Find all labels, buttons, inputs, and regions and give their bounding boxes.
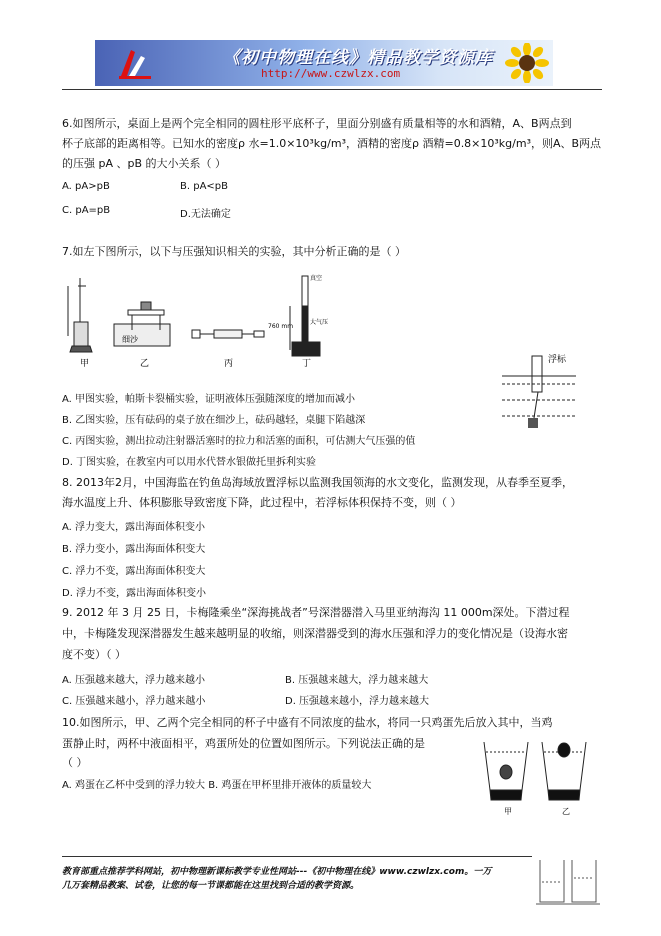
q8-line1: 8. 2013年2月，中国海监在钓鱼岛海域放置浮标以监测我国领海的水文变化，监测发现，从春季至夏季， [62, 476, 573, 489]
q9-line1: 9. 2012 年 3 月 25 日，卡梅隆乘坐“深海挑战者”号深潜器潜入马里亚纳海沟 11 000m深处。下潜过程 [62, 606, 570, 619]
fig-label-jia: 甲 [80, 359, 90, 369]
fig-sand-label: 细沙 [122, 335, 138, 344]
barrel-experiment-icon [68, 278, 92, 352]
fig-vacuum-label: 真空 [310, 275, 323, 282]
q6-line2: 杯子底部的距离相等。已知水的密度ρ 水=1.0×10³kg/m³，酒精的密度ρ 酒精=0.8×10³kg/m³，则A、B两点 [62, 137, 602, 150]
q6-option-a: A. pA>pB [62, 181, 110, 192]
q7-option-c: C. 丙图实验，测出拉动注射器活塞时的拉力和活塞的面积，可估测大气压强的值 [62, 436, 416, 447]
syringe-icon [192, 330, 264, 338]
q7-option-a: A. 甲图实验，帕斯卡裂桶实验，证明液体压强随深度的增加而减小 [62, 394, 356, 405]
torricelli-tube-icon [290, 275, 323, 356]
q9-option-b: B. 压强越来越大，浮力越来越大 [285, 675, 429, 686]
q9-line2: 中，卡梅隆发现深潜器发生越来越明显的收缩，则深潜器受到的海水压强和浮力的变化情况是（设海水密 [62, 627, 568, 640]
footer-beakers-figure [536, 856, 600, 908]
q8-option-a: A. 浮力变大，露出海面体积变小 [62, 522, 206, 533]
egg-cups-figure [478, 738, 598, 818]
footer-line1: 教育部重点推荐学科网站，初中物理新课标教学专业性网站---《初中物理在线》www.czwlzx.com。一万 [62, 867, 492, 877]
header-banner [95, 40, 553, 86]
fig-label-yi: 乙 [140, 359, 150, 369]
site-logo-icon [117, 46, 153, 80]
q8-option-c: C. 浮力不变，露出海面体积变大 [62, 566, 206, 577]
q10-line1: 10.如图所示，甲、乙两个完全相同的杯子中盛有不同浓度的盐水，将同一只鸡蛋先后放入其中，当鸡 [62, 716, 553, 729]
q6-option-d: D.无法确定 [180, 209, 231, 220]
fig-label-bing: 丙 [224, 359, 234, 369]
q10-line2: 蛋静止时，两杯中液面相平，鸡蛋所处的位置如图所示。下列说法正确的是 [62, 737, 425, 750]
q7-option-d: D. 丁图实验，在教室内可以用水代替水银做托里拆利实验 [62, 457, 317, 468]
buoy-label: 浮标 [548, 355, 567, 365]
buoy-figure [498, 350, 578, 438]
footer-line2: 几万套精品教案、试卷，让您的每一节课都能在这里找到合适的教学资源。 [62, 881, 360, 891]
fig-atm-label: 大气压 [310, 319, 329, 326]
q9-option-d: D. 压强越来越小，浮力越来越大 [285, 696, 430, 707]
sunflower-icon [505, 43, 549, 83]
footer-rule [62, 856, 532, 857]
q9-option-c: C. 压强越来越小，浮力越来越小 [62, 696, 206, 707]
banner-title: 《初中物理在线》精品教学资源库 [223, 48, 493, 68]
fig-label-ding: 丁 [302, 359, 312, 369]
q7-experiments-figure [62, 266, 340, 374]
header-rule [62, 89, 602, 90]
q6-option-c: C. pA=pB [62, 205, 111, 216]
q7-stem: 7.如左下图所示，以下与压强知识相关的实验，其中分析正确的是（ ） [62, 245, 406, 258]
q9-line3: 度不变）（ ） [62, 648, 126, 661]
q8-option-d: D. 浮力不变，露出海面体积变小 [62, 588, 207, 599]
cup-label-yi: 乙 [562, 807, 570, 816]
cup-yi-icon [542, 742, 586, 800]
q8-option-b: B. 浮力变小，露出海面体积变大 [62, 544, 206, 555]
q9-option-a: A. 压强越来越大，浮力越来越小 [62, 675, 206, 686]
cup-label-jia: 甲 [504, 807, 512, 816]
q10-line3: （ ） [62, 756, 88, 769]
banner-url[interactable]: http://www.czwlzx.com [261, 67, 401, 80]
q6-line1: 6.如图所示，桌面上是两个完全相同的圆柱形平底杯子，里面分别盛有质量相等的水和酒精，A、B两点到 [62, 117, 572, 130]
q6-option-b: B. pA<pB [180, 181, 228, 192]
q6-line3: 的压强 pA 、pB 的大小关系（ ） [62, 157, 227, 170]
cup-jia-icon [484, 742, 528, 800]
q7-option-b: B. 乙图实验，压有砝码的桌子放在细沙上，砝码越轻，桌腿下陷越深 [62, 415, 366, 426]
fig-760-label: 760 mm [268, 323, 294, 330]
q8-line2: 海水温度上升、体积膨胀导致密度下降，此过程中，若浮标体积保持不变，则（ ） [62, 496, 462, 509]
q10-line4: A. 鸡蛋在乙杯中受到的浮力较大 B. 鸡蛋在甲杯里排开液体的质量较大 [62, 780, 372, 791]
